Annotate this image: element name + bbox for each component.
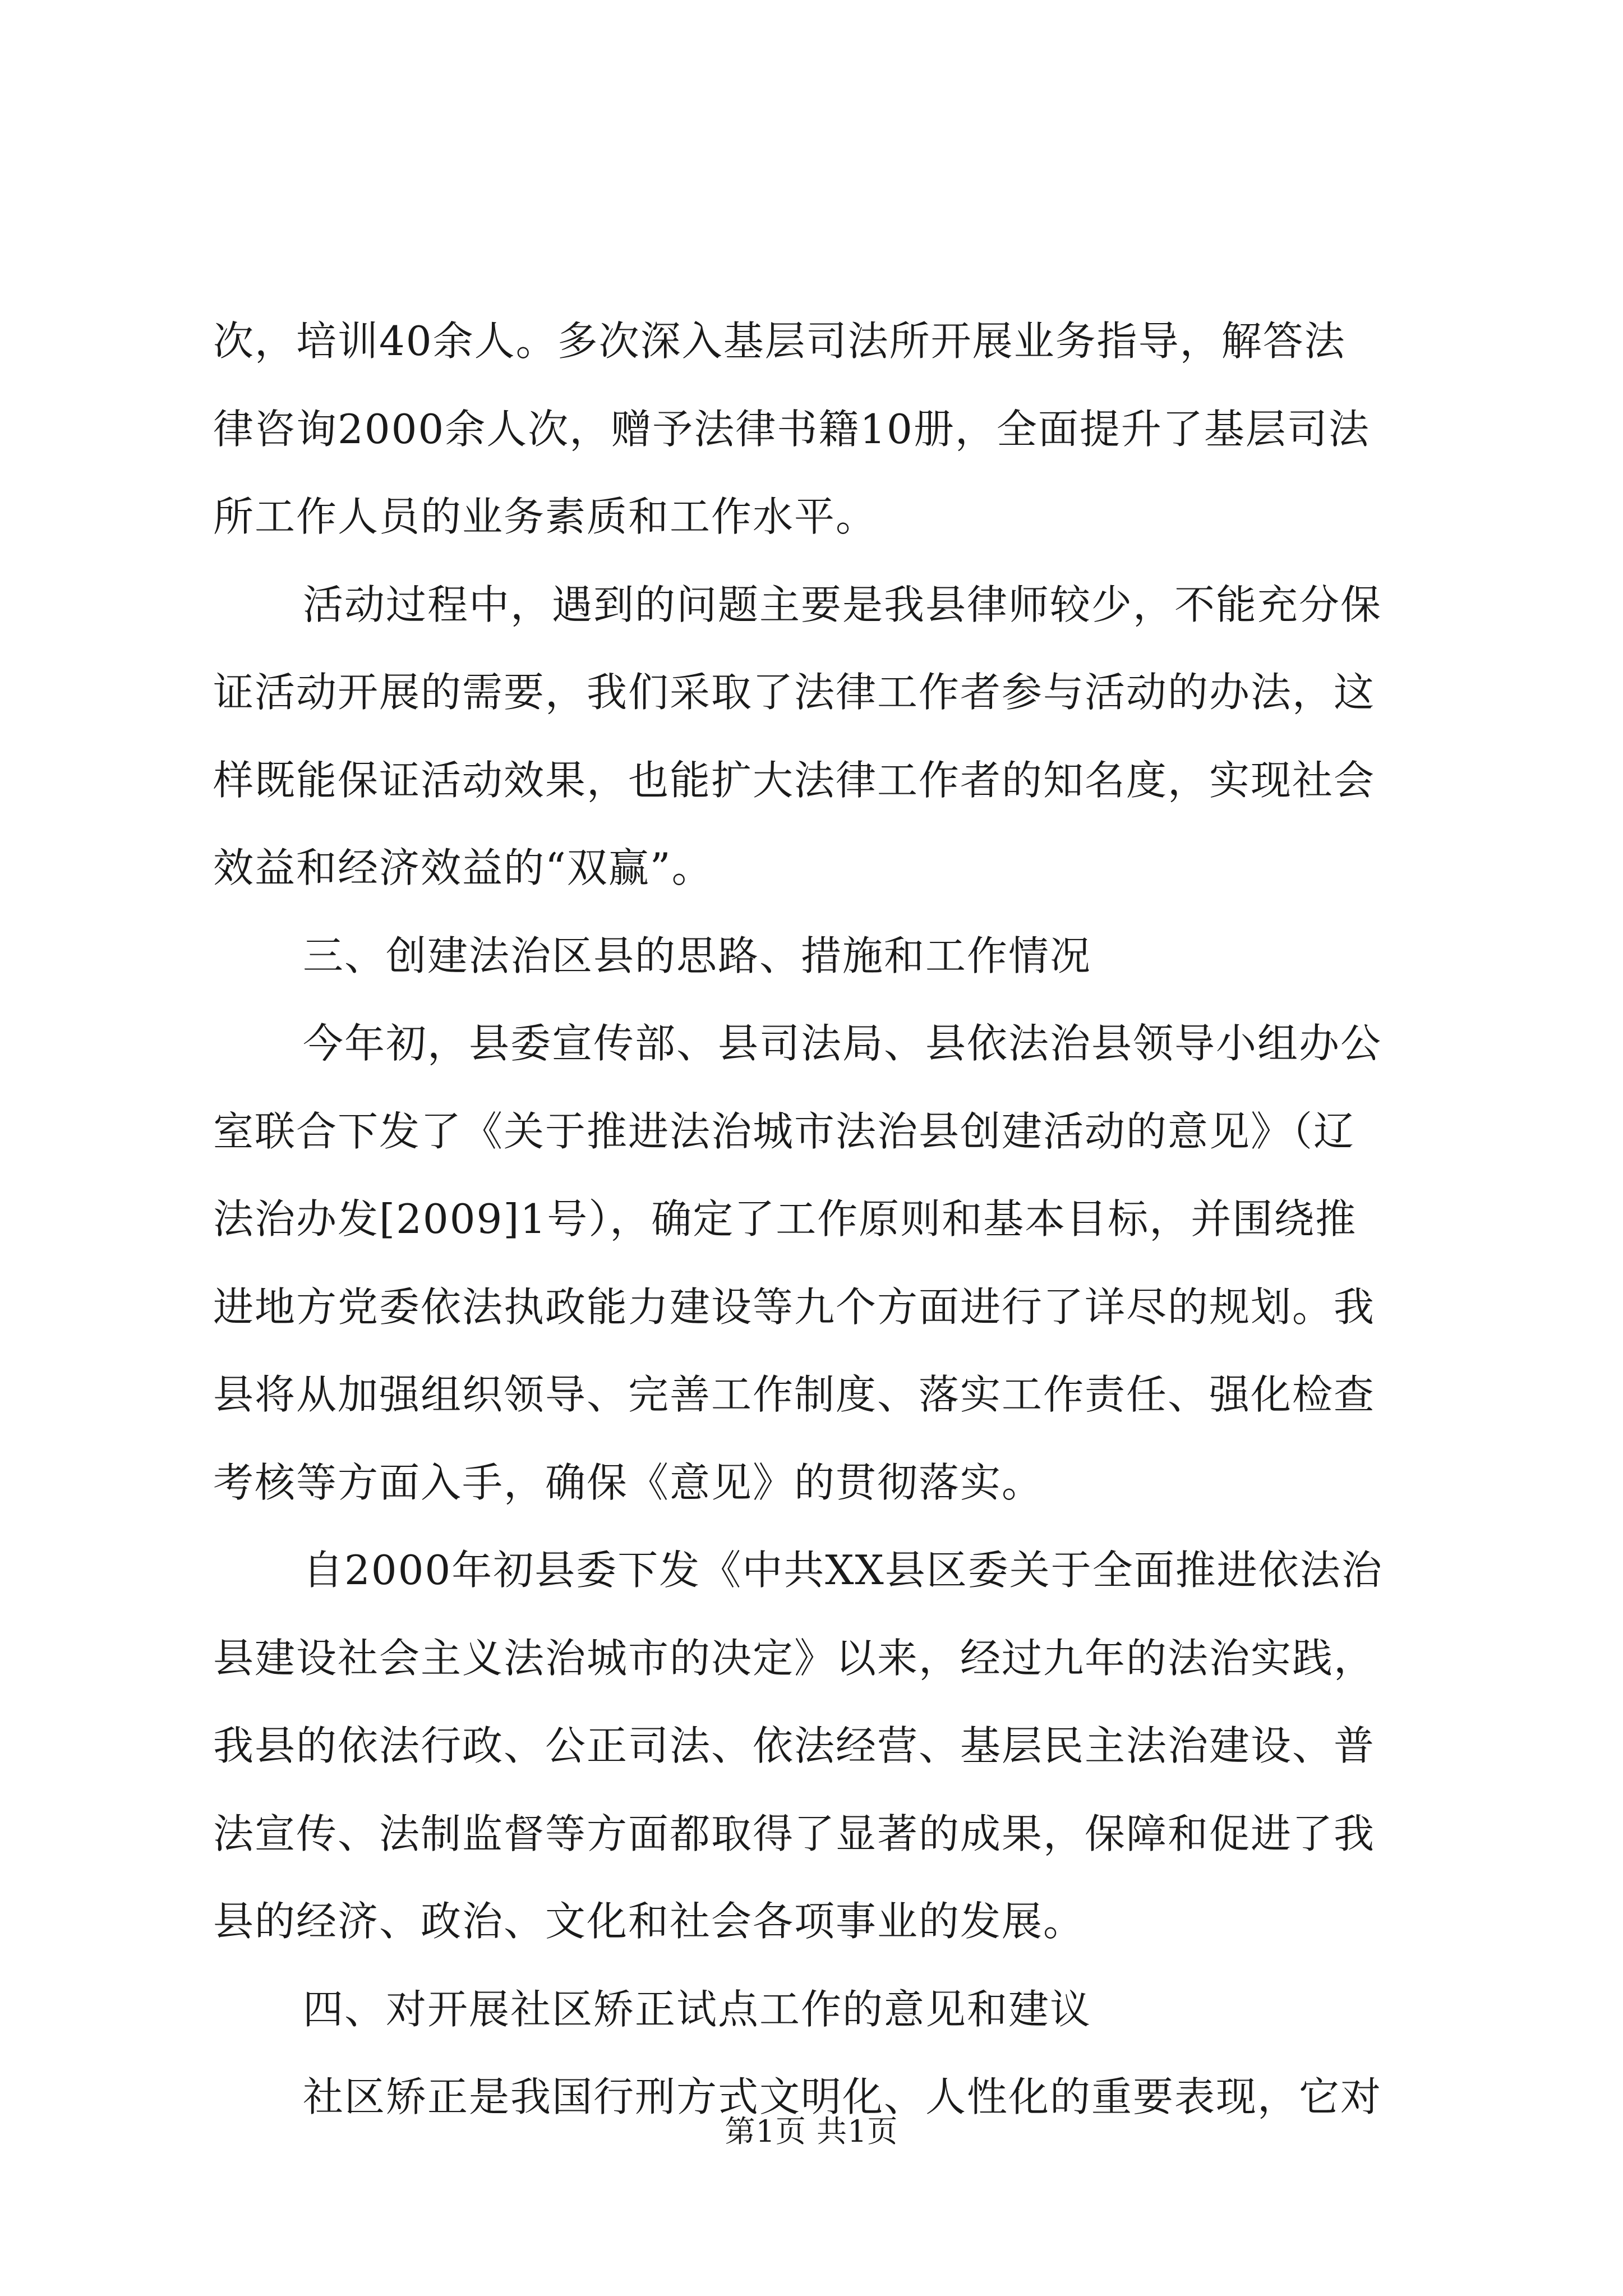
paragraph-start-line: 自2000年初县委下发《中共XX县区委关于全面推进依法治 (303, 1547, 1383, 1594)
text-line: 进地方党委依法执政能力建设等九个方面进行了详尽的规划。我 (213, 1283, 1376, 1331)
section-heading: 三、创建法治区县的思路、措施和工作情况 (303, 932, 1092, 979)
text-line: 县将从加强组织领导、完善工作制度、落实工作责任、强化检查 (213, 1371, 1376, 1418)
text-line: 效益和经济效益的“双赢”。 (213, 844, 713, 891)
text-line: 县的经济、政治、文化和社会各项事业的发展。 (213, 1898, 1085, 1945)
body-text (213, 297, 1424, 2141)
page-footer: 第1页 共1页 (725, 2114, 898, 2149)
paragraph-start-line: 今年初，县委宣传部、县司法局、县依法治县领导小组办公 (303, 1020, 1382, 1067)
section-heading: 四、对开展社区矫正试点工作的意见和建议 (303, 1985, 1092, 2033)
text-line: 法治办发[2009]1号），确定了工作原则和基本目标，并围绕推 (213, 1195, 1357, 1243)
text-line: 样既能保证活动效果，也能扩大法律工作者的知名度，实现社会 (213, 756, 1376, 804)
text-line: 次，培训40余人。多次深入基层司法所开展业务指导，解答法 (213, 318, 1346, 365)
paragraph-start-line: 活动过程中，遇到的问题主要是我县律师较少，不能充分保 (303, 581, 1382, 628)
text-line: 法宣传、法制监督等方面都取得了显著的成果，保障和促进了我 (213, 1810, 1376, 1857)
text-line: 室联合下发了《关于推进法治城市法治县创建活动的意见》（辽 (213, 1107, 1355, 1155)
text-line: 所工作人员的业务素质和工作水平。 (213, 493, 878, 540)
paragraph-start-line: 社区矫正是我国行刑方式文明化、人性化的重要表现，它对 (303, 2073, 1382, 2120)
text-line: 律咨询2000余人次，赠予法律书籍10册，全面提升了基层司法 (213, 405, 1370, 453)
text-line: 县建设社会主义法治城市的决定》以来，经过九年的法治实践， (213, 1634, 1376, 1682)
text-line: 我县的依法行政、公正司法、依法经营、基层民主法治建设、普 (213, 1722, 1376, 1769)
text-line: 考核等方面入手，确保《意见》的贯彻落实。 (213, 1458, 1044, 1506)
text-line: 证活动开展的需要，我们采取了法律工作者参与活动的办法，这 (213, 669, 1376, 716)
